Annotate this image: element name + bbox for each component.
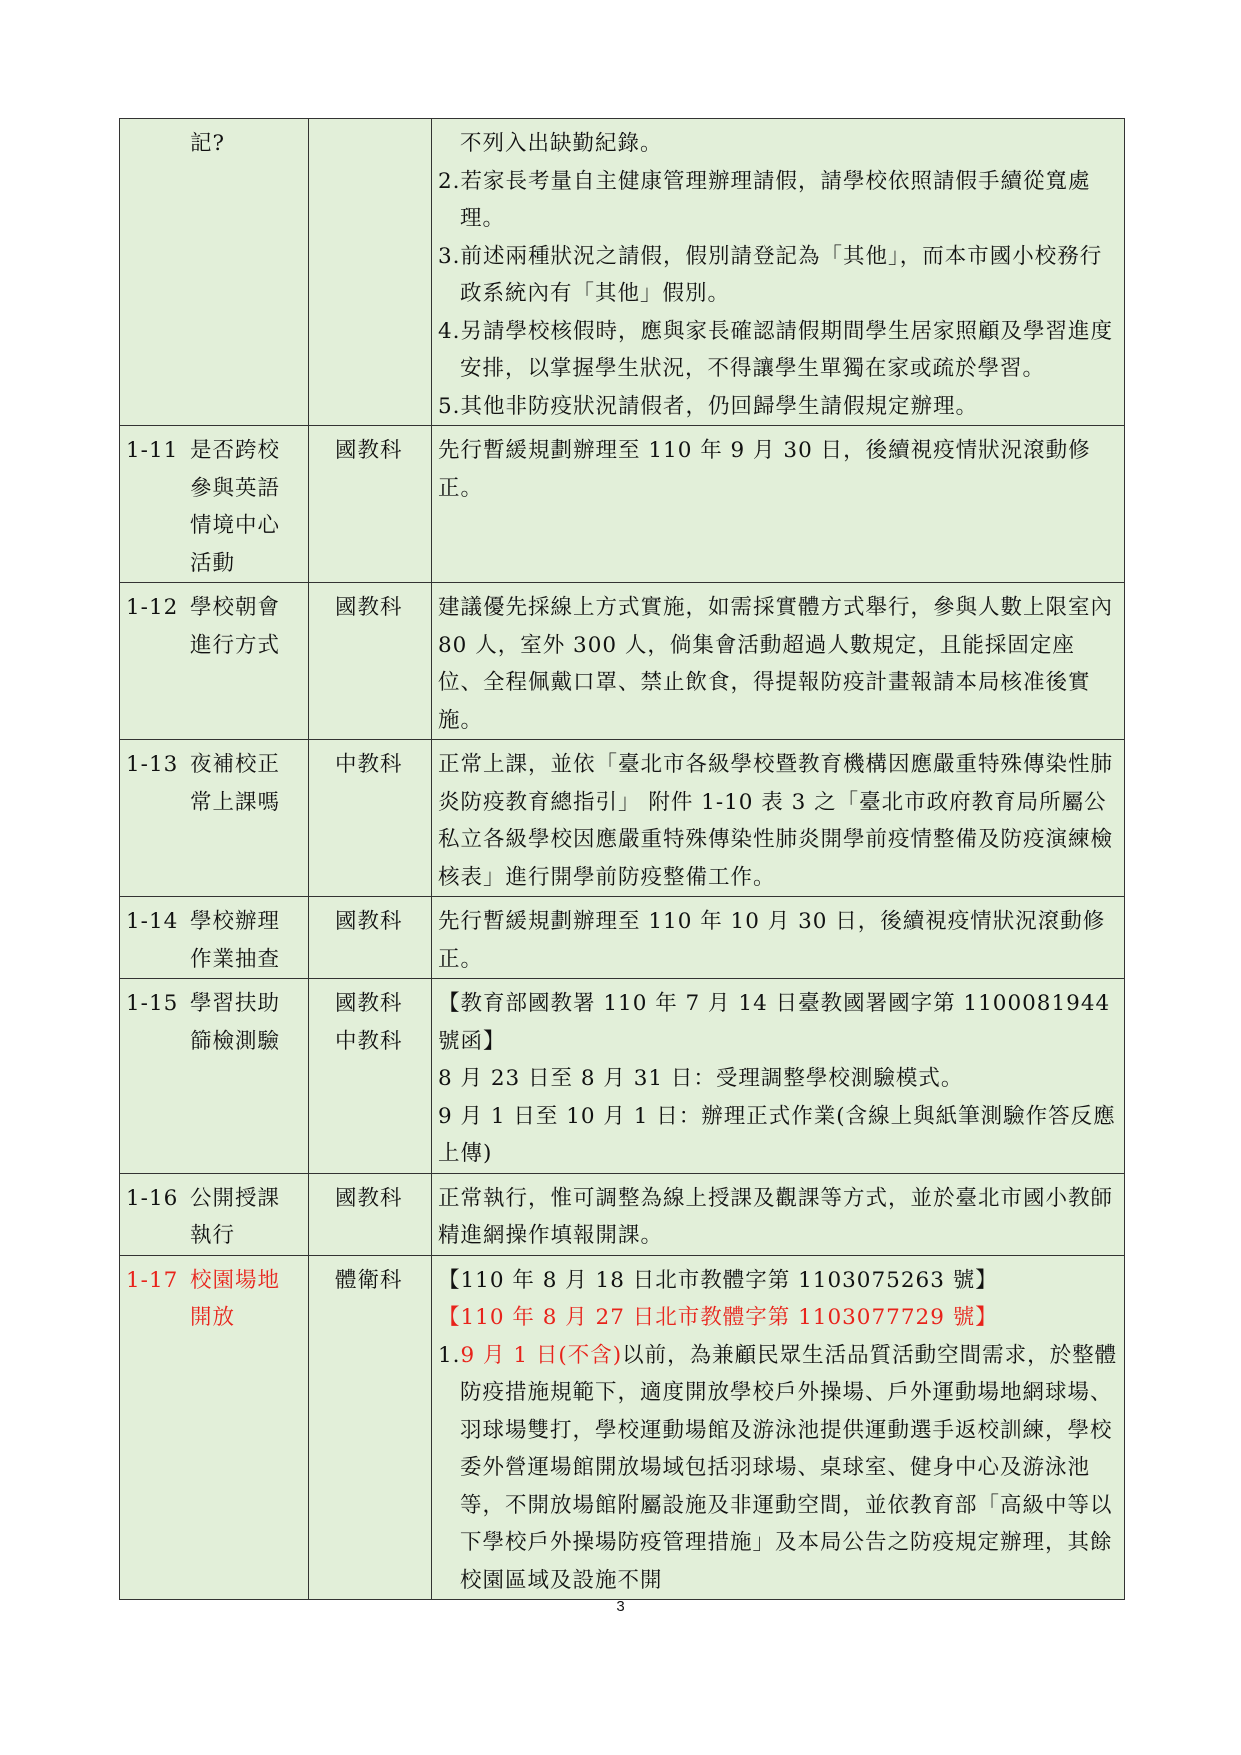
dept-cell bbox=[309, 1173, 432, 1255]
item-title: 學校朝會進行方式 bbox=[190, 595, 281, 658]
dept-label: 國教科 bbox=[335, 909, 403, 934]
content-paragraph: 9 月 1 日至 10 月 1 日：辦理正式作業(含線上與紙筆測驗作答反應上傳) bbox=[438, 1103, 1116, 1166]
content-paragraph: 先行暫緩規劃辦理至 110 年 9 月 30 日，後續視疫情狀況滾動修正。 bbox=[438, 438, 1091, 501]
table-row bbox=[120, 426, 1125, 583]
table-row bbox=[120, 1255, 1125, 1600]
dept-label: 國教科 bbox=[335, 1185, 403, 1211]
content-cell bbox=[432, 426, 1125, 583]
content-paragraph: 2.若家長考量自主健康管理辦理請假，請學校依照請假手續從寬處理。 bbox=[438, 168, 1091, 231]
content-cell bbox=[432, 740, 1125, 897]
item-title: 夜補校正常上課嗎 bbox=[190, 752, 281, 815]
content-paragraph: 正常執行，惟可調整為線上授課及觀課等方式，並於臺北市國小教師精進網操作填報開課。 bbox=[438, 1185, 1114, 1248]
item-cell bbox=[120, 119, 309, 426]
item-number: 1-14 bbox=[126, 909, 179, 934]
item-cell bbox=[120, 426, 309, 583]
dept-label: 體衛科 bbox=[335, 1267, 403, 1293]
covid-measures-table bbox=[119, 118, 1125, 1600]
content-paragraph: 3.前述兩種狀況之請假，假別請登記為「其他」，而本市國小校務行政系統內有「其他」假別。 bbox=[438, 243, 1103, 306]
dept-cell bbox=[309, 979, 432, 1174]
content-paragraph: 5.其他非防疫狀況請假者，仍回歸學生請假規定辦理。 bbox=[438, 393, 979, 419]
content-paragraph: 【教育部國教署 110 年 7 月 14 日臺教國署國字第 1100081944 號函】 bbox=[438, 991, 1111, 1054]
content-cell bbox=[432, 119, 1125, 426]
dept-cell bbox=[309, 583, 432, 740]
dept-cell bbox=[309, 1255, 432, 1600]
item-cell bbox=[120, 897, 309, 979]
content-paragraph bbox=[438, 1337, 1118, 1600]
table-row bbox=[120, 583, 1125, 740]
table-row bbox=[120, 979, 1125, 1174]
item-cell bbox=[120, 979, 309, 1174]
dept-cell bbox=[309, 897, 432, 979]
content-cell bbox=[432, 583, 1125, 740]
item-title: 是否跨校參與英語情境中心活動 bbox=[190, 438, 281, 576]
item-cell bbox=[120, 1255, 309, 1600]
dept-label: 國教科 bbox=[335, 438, 403, 463]
item-cell bbox=[120, 1173, 309, 1255]
content-paragraph: 建議優先採線上方式實施，如需採實體方式舉行，參與人數上限室內 80 人，室外 300 人，倘集會活動超過人數規定，且能採固定座位、全程佩戴口罩、禁止飲食，得提報防疫計畫報請本局核准後實施。 bbox=[438, 595, 1114, 733]
paragraph-text: 以前，為兼顧民眾生活品質活動空間需求，於整體防疫措施規範下，適度開放學校戶外操場、戶外運動場地網球場、羽球場雙打，學校運動場館及游泳池提供運動選手返校訓練，學校委外營運場館開放場域包括羽球場、桌球室、健身中心及游泳池等，不開放場館附屬設施及非運動空間，並依教育部「高級中等以下學校戶外操場防疫管理措施」及本局公告之防疫規定辦理，其餘校園區域及設施不開 bbox=[460, 1342, 1118, 1593]
dept-label: 國教科 bbox=[335, 991, 403, 1016]
item-number: 1-11 bbox=[126, 438, 179, 463]
item-number: 1-17 bbox=[126, 1267, 179, 1293]
dept-cell bbox=[309, 119, 432, 426]
table-row bbox=[120, 1173, 1125, 1255]
item-number: 1-12 bbox=[126, 595, 179, 620]
content-cell bbox=[432, 1173, 1125, 1255]
table-row bbox=[120, 740, 1125, 897]
content-cell bbox=[432, 979, 1125, 1174]
item-number: 1-16 bbox=[126, 1185, 179, 1211]
content-cell bbox=[432, 897, 1125, 979]
table-row bbox=[120, 897, 1125, 979]
item-title: 記? bbox=[190, 131, 226, 156]
item-cell bbox=[120, 740, 309, 897]
content-paragraph: 8 月 23 日至 8 月 31 日：受理調整學校測驗模式。 bbox=[438, 1066, 964, 1091]
page-number: 3 bbox=[616, 1598, 625, 1615]
item-title: 校園場地開放 bbox=[190, 1267, 281, 1330]
item-number: 1-15 bbox=[126, 991, 179, 1016]
dept-cell bbox=[309, 740, 432, 897]
content-paragraph: 正常上課，並依「臺北市各級學校暨教育機構因應嚴重特殊傳染性肺炎防疫教育總指引」 附件 1-10 表 3 之「臺北市政府教育局所屬公私立各級學校因應嚴重特殊傳染性肺炎開學前疫情整備及防疫演練檢核表」進行開學前防疫整備工作。 bbox=[438, 752, 1114, 890]
dept-label: 中教科 bbox=[335, 1028, 403, 1054]
content-paragraph: 先行暫緩規劃辦理至 110 年 10 月 30 日，後續視疫情狀況滾動修正。 bbox=[438, 909, 1106, 972]
letter-reference: 【110 年 8 月 18 日北市教體字第 1103075263 號】 bbox=[438, 1267, 998, 1293]
content-paragraph: 4.另請學校核假時，應與家長確認請假期間學生居家照顧及學習進度安排，以掌握學生狀況，不得讓學生單獨在家或疏於學習。 bbox=[438, 318, 1114, 381]
content-paragraph: 不列入出缺勤紀錄。 bbox=[460, 131, 663, 156]
dept-label: 國教科 bbox=[335, 595, 403, 620]
letter-reference-highlight: 【110 年 8 月 27 日北市教體字第 1103077729 號】 bbox=[438, 1305, 998, 1330]
highlight-date: 9 月 1 日(不含) bbox=[460, 1342, 623, 1368]
table-row bbox=[120, 119, 1125, 426]
dept-label: 中教科 bbox=[335, 752, 403, 777]
item-cell bbox=[120, 583, 309, 740]
item-title: 學校辦理作業抽查 bbox=[190, 909, 281, 972]
content-cell bbox=[432, 1255, 1125, 1600]
list-marker: 1. bbox=[438, 1342, 461, 1368]
dept-cell bbox=[309, 426, 432, 583]
item-title: 公開授課執行 bbox=[190, 1185, 281, 1248]
item-title: 學習扶助篩檢測驗 bbox=[190, 991, 281, 1054]
item-number: 1-13 bbox=[126, 752, 179, 777]
